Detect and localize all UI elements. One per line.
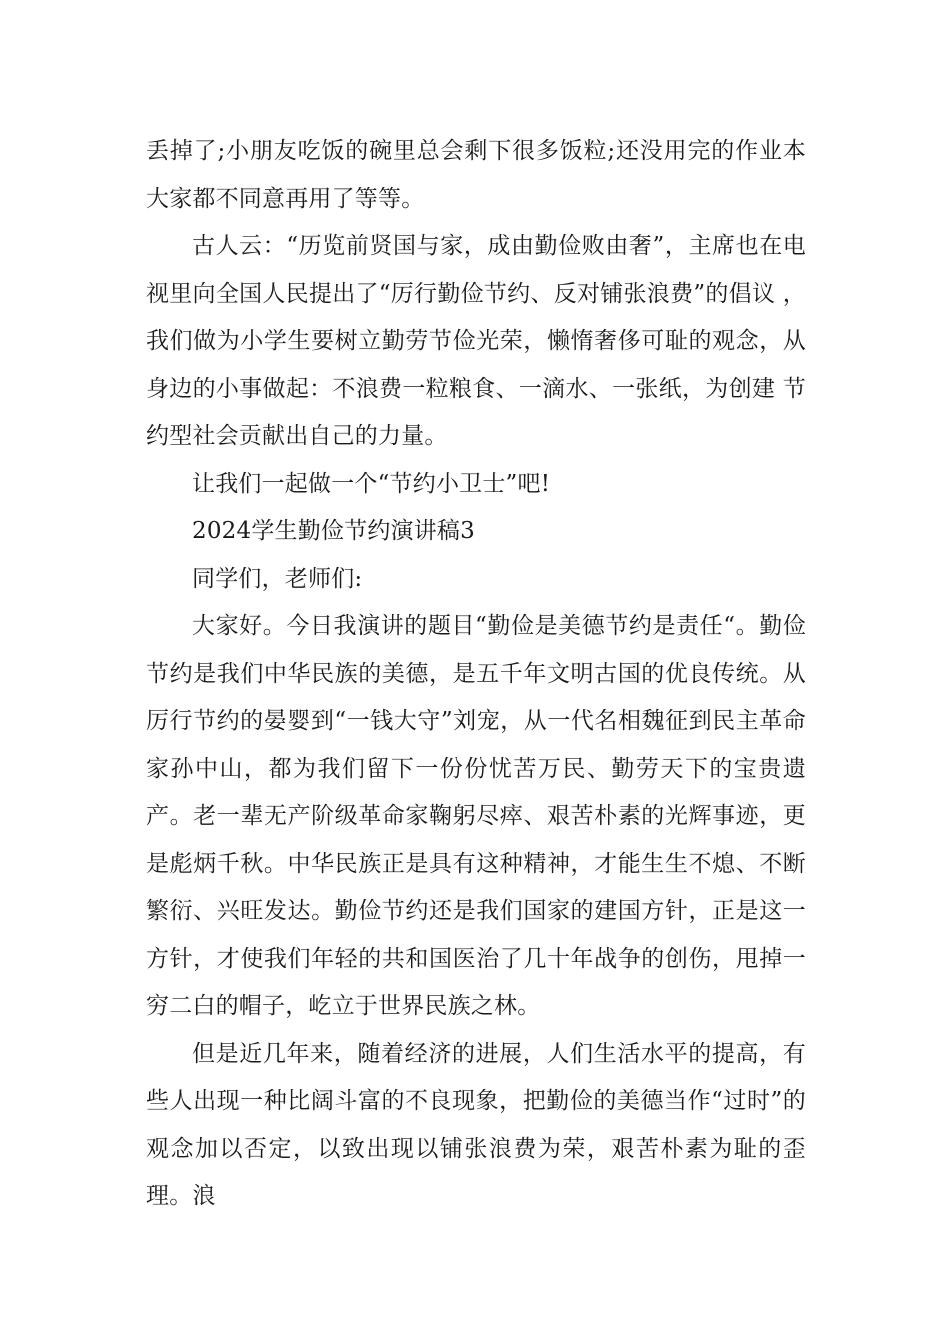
document-page bbox=[146, 128, 806, 1221]
paragraph-ancient-saying: 古人云：“历览前贤国与家，成由勤俭败由奢”，主席也在电视里向全国人民提出了“厉行勤俭节约、反对铺张浪费”的倡议 ，我们做为小学生要树立勤劳节俭光荣，懒惰奢侈可耻的观念，从身边的小事做起：不浪费一粒粮食、一滴水、一张纸，为创建 节约型社会贡献出自己的力量。 bbox=[146, 233, 806, 449]
paragraph-call-to-action: 让我们一起做一个“节约小卫士”吧! bbox=[192, 470, 551, 497]
speech-title: 2024学生勤俭节约演讲稿3 bbox=[192, 518, 475, 544]
paragraph-opening: 大家好。今日我演讲的题目“勤俭是美德节约是责任“。勤俭节约是我们中华民族的美德，是五千年文明古国的优良传统。从厉行节约的晏婴到“一钱大守”刘宠，从一代名相魏征到民主革命家孙中山，都为我们留下一份份忧苦万民、勤劳天下的宝贵遗产。老一辈无产阶级革命家鞠躬尽瘁、艰苦朴素的光辉事迹，更是彪炳千秋。中华民族正是具有这种精神，才能生生不熄、不断繁衍、兴旺发达。勤俭节约还是我们国家的建国方针，正是这一方针，才使我们年轻的共和国医治了几十年战争的创伤，甩掉一穷二白的帽子，屹立于世界民族之林。 bbox=[146, 613, 806, 1019]
speech-salutation: 同学们，老师们: bbox=[192, 565, 363, 592]
paragraph-recent-years: 但是近几年来，随着经济的进展，人们生活水平的提高，有些人出现一种比阔斗富的不良现象，把勤俭的美德当作“过时”的观念加以否定，以致出现以铺张浪费为荣，艰苦朴素为耻的歪理。浪 bbox=[146, 1040, 806, 1209]
paragraph-continuation: 丢掉了;小朋友吃饭的碗里总会剩下很多饭粒;还没用完的作业本大家都不同意再用了等等。 bbox=[146, 138, 806, 212]
